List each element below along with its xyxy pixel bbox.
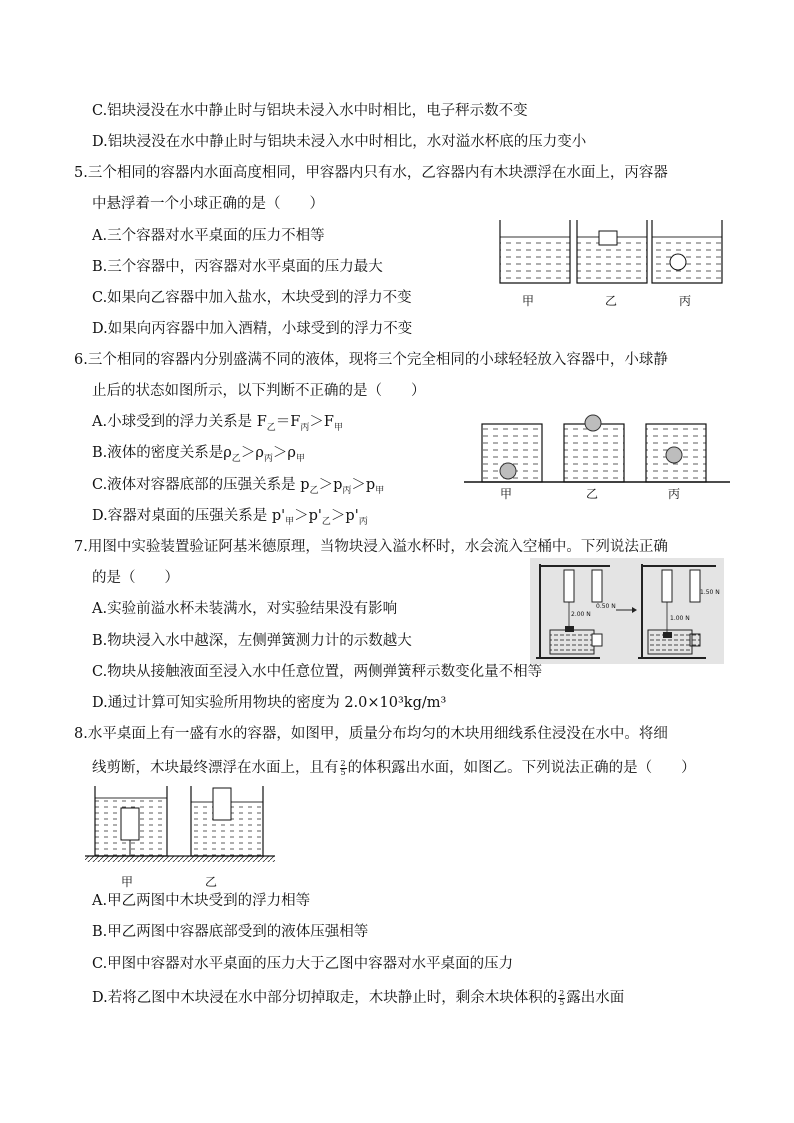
q6-ball-jia bbox=[500, 463, 516, 479]
q6-option-c: C.液体对容器底部的压强关系是 $p_乙>p_丙>p_甲$ bbox=[92, 477, 385, 496]
q7-stem-line-2: 的是（ ） bbox=[92, 570, 179, 586]
q7-option-a: A.实验前溢水杯未装满水，对实验结果没有影响 bbox=[92, 601, 398, 617]
q8-label-yi: 乙 bbox=[205, 875, 218, 889]
q8-option-a: A.甲乙两图中木块受到的浮力相等 bbox=[92, 893, 311, 909]
q7-option-d: D.通过计算可知实验所用物块的密度为 2.0×10³kg/m³ bbox=[92, 695, 447, 711]
q5-wood-block bbox=[599, 231, 617, 245]
q5-label-bing: 丙 bbox=[679, 294, 692, 308]
q5-stem-line-1: 5.三个相同的容器内水面高度相同，甲容器内只有水，乙容器内有木块漂浮在水面上，丙容器 bbox=[74, 165, 668, 181]
q6-option-b: B.液体的密度关系是$\rho_乙>\rho_丙>\rho_甲$ bbox=[92, 445, 305, 464]
q8-table-surface bbox=[85, 856, 275, 862]
q5-container-jia bbox=[500, 220, 570, 283]
q6-label-yi: 乙 bbox=[586, 487, 599, 501]
q8-wood-block-jia bbox=[121, 808, 139, 840]
q6-container-yi bbox=[564, 415, 624, 482]
q6-option-a: A.小球受到的浮力关系是 $F_乙=F_丙>F_甲$ bbox=[92, 414, 343, 433]
q8-fraction: $\frac{2}{5}$ bbox=[340, 758, 346, 777]
q7-figure bbox=[530, 558, 724, 664]
q5-stem-line-2: 中悬浮着一个小球正确的是（ ） bbox=[92, 196, 324, 212]
q5-container-bing bbox=[652, 220, 722, 283]
q5-option-a: A.三个容器对水平桌面的压力不相等 bbox=[92, 228, 325, 244]
q6-container-jia bbox=[482, 424, 542, 482]
q7-reading-right-before: 0.50 N bbox=[596, 603, 616, 610]
q8-option-c: C.甲图中容器对水平桌面的压力大于乙图中容器对水平桌面的压力 bbox=[92, 956, 514, 972]
q4-option-c: C.铝块浸没在水中静止时与铝块未浸入水中时相比，电子秤示数不变 bbox=[92, 103, 528, 119]
q7-option-c: C.物块从接触液面至浸入水中任意位置，两侧弹簧秤示数变化量不相等 bbox=[92, 664, 543, 680]
q7-reading-left-before: 2.00 N bbox=[571, 611, 591, 618]
q8-option-b: B.甲乙两图中容器底部受到的液体压强相等 bbox=[92, 924, 369, 940]
q8-stem-line-1: 8.水平桌面上有一盛有水的容器，如图甲，质量分布均匀的木块用细线系住浸没在水中。将细 bbox=[74, 726, 668, 742]
q7-reading-right-after: 1.50 N bbox=[700, 589, 720, 596]
q8-container-yi bbox=[191, 786, 263, 856]
q8-label-jia: 甲 bbox=[121, 875, 134, 889]
q8-option-d: D.若将乙图中木块浸在水中部分切掉取走，木块静止时，剩余木块体积的 $\frac{2}{5}$ 露出水面 bbox=[92, 988, 625, 1007]
q6-ball-bing bbox=[666, 447, 682, 463]
q7-reading-left-after: 1.00 N bbox=[670, 615, 690, 622]
q6-label-bing: 丙 bbox=[668, 487, 681, 501]
q5-option-c: C.如果向乙容器中加入盐水，木块受到的浮力不变 bbox=[92, 290, 412, 306]
q5-option-b: B.三个容器中，丙容器对水平桌面的压力最大 bbox=[92, 259, 383, 275]
q4-option-d: D.铝块浸没在水中静止时与铝块未浸入水中时相比，水对溢水杯底的压力变小 bbox=[92, 134, 587, 150]
q8-container-jia bbox=[95, 786, 167, 856]
q8-figure bbox=[85, 780, 275, 890]
q6-stem-line-2: 止后的状态如图所示，以下判断不正确的是（ ） bbox=[92, 383, 426, 399]
q6-label-jia: 甲 bbox=[500, 487, 513, 501]
q6-ball-yi bbox=[585, 415, 601, 431]
q5-label-jia: 甲 bbox=[522, 294, 535, 308]
q5-suspended-ball bbox=[670, 254, 686, 270]
q5-option-d: D.如果向丙容器中加入酒精，小球受到的浮力不变 bbox=[92, 321, 413, 337]
q8-stem-line-2: 线剪断，木块最终漂浮在水面上，且有 $\frac{2}{5}$ 的体积露出水面，如图乙。下列说法正确的是（ ） bbox=[92, 758, 696, 777]
q8-wood-block-yi bbox=[213, 788, 231, 820]
q7-option-b: B.物块浸入水中越深，左侧弹簧测力计的示数越大 bbox=[92, 633, 412, 649]
q6-figure bbox=[462, 412, 732, 502]
q5-label-yi: 乙 bbox=[605, 294, 618, 308]
q7-stem-line-1: 7.用图中实验装置验证阿基米德原理，当物块浸入溢水杯时，水会流入空桶中。下列说法正确 bbox=[74, 539, 668, 555]
q5-figure bbox=[495, 212, 735, 312]
q6-option-d: D.容器对桌面的压强关系是 $p'_甲>p'_乙>p'_丙$ bbox=[92, 508, 368, 527]
q8-option-d-fraction: $\frac{2}{5}$ bbox=[559, 988, 565, 1007]
q6-stem-line-1: 6.三个相同的容器内分别盛满不同的液体，现将三个完全相同的小球轻轻放入容器中，小球静 bbox=[74, 352, 668, 368]
q6-container-bing bbox=[646, 424, 706, 482]
q5-container-yi bbox=[577, 220, 647, 283]
